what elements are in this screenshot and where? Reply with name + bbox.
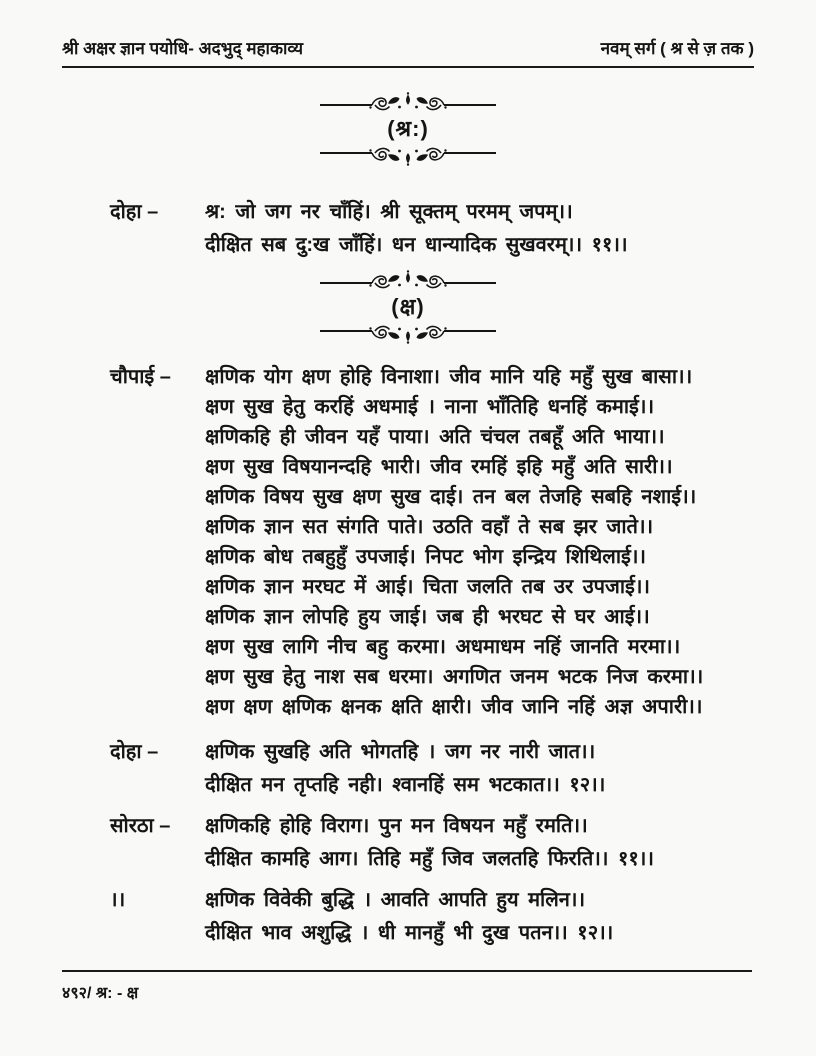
section-title-ksha: (क्ष) (391, 294, 425, 319)
page-header (62, 36, 754, 68)
flourish-divider-icon (320, 92, 496, 114)
verse-line: क्षण सुख विषयानन्दहि भारी। जीव रमहिं इहि महुँ अति सारी।। (205, 456, 673, 478)
verse-line: क्षण सुख हेतु नाश सब धरमा। अगणित जनम भटक निज करमा।। (205, 666, 704, 688)
flourish-divider-icon (320, 270, 496, 292)
sortha-lines (205, 810, 754, 876)
verse-line: क्षणिक सुखहि अति भोगतहि । जग नर नारी जात।। (205, 741, 596, 763)
verse-type-label: दोहा – (110, 741, 159, 763)
verse-line: दीक्षित कामहि आग। तिहि महुँ जिव जलतहि फिरति।। ११।। (205, 848, 654, 870)
doha-1-block (62, 196, 754, 262)
sortha-block (62, 810, 754, 876)
chaupai-block (62, 362, 754, 722)
closing-verse-block (62, 884, 754, 950)
verse-line: दीक्षित भाव अशुद्धि । धी मानहुँ भी दुख पतन।। १२।। (205, 922, 614, 944)
doha-1-lines (205, 196, 754, 262)
flourish-divider-icon (320, 144, 496, 166)
header-chapter-title: नवम् सर्ग ( श्र से ज़ तक ) (600, 39, 754, 58)
verse-line: क्षण सुख हेतु करहिं अधमाई । नाना भाँतिहि धनहिं कमाई।। (205, 396, 655, 418)
verse-line: क्षणिक विषय सुख क्षण सुख दाई। तन बल तेजहि सबहि नशाई।। (205, 486, 697, 508)
verse-line: क्षणिक विवेकी बुद्धि । आवति आपति हुय मलिन।। (205, 889, 586, 911)
verse-line: क्षणिकहि होहि विराग। पुन मन विषयन महुँ रमति।। (205, 815, 588, 837)
verse-line: क्षण सुख लागि नीच बहु करमा। अधमाधम नहिं जानति मरमा।। (205, 636, 681, 658)
header-book-title: श्री अक्षर ज्ञान पयोधि- अदभुद् महाकाव्य (62, 39, 304, 58)
verse-type-label: चौपाई – (110, 366, 171, 388)
verse-line: क्षणिक योग क्षण होहि विनाशा। जीव मानि यहि महुँ सुख बासा।। (205, 366, 693, 388)
verse-type-label: सोरठा – (110, 815, 171, 837)
verse-line: श्र: जो जग नर चाँहिं। श्री सूक्तम् परमम् जपम्।। (205, 201, 573, 223)
verse-type-label: दोहा – (110, 201, 159, 223)
chaupai-lines (205, 362, 754, 722)
flourish-divider-icon (320, 322, 496, 344)
verse-type-label: ।। (110, 889, 126, 911)
verse-line: क्षणिक बोध तबहुहुँ उपजाई। निपट भोग इन्द्रिय शिथिलाई।। (205, 546, 647, 568)
section-title-shra: (श्र:) (387, 116, 429, 141)
closing-verse-lines (205, 884, 754, 950)
verse-line: क्षणिक ज्ञान सत संगति पाते। उठति वहाँ ते सब झर जाते।। (205, 516, 654, 538)
page-content (62, 86, 754, 950)
page-number: ४९२/ श्र: - क्ष (62, 985, 139, 1002)
verse-line: दीक्षित मन तृप्तहि नही। श्वानहिं सम भटकात।। १२।। (205, 774, 606, 796)
verse-line: क्षणिक ज्ञान लोपहि हुय जाई। जब ही भरघट से घर आई।। (205, 606, 650, 628)
verse-line: क्षणिक ज्ञान मरघट में आई। चिता जलति तब उर उपजाई।। (205, 576, 651, 598)
doha-2-block (62, 736, 754, 802)
page-footer (62, 970, 752, 1003)
verse-line: क्षणिकहि ही जीवन यहँ पाया। अति चंचल तबहूँ अति भाया।। (205, 426, 665, 448)
verse-line: क्षण क्षण क्षणिक क्षनक क्षति क्षारी। जीव जानि नहिं अज्ञ अपारी।। (205, 696, 703, 718)
doha-2-lines (205, 736, 754, 802)
verse-line: दीक्षित सब दु:ख जाँहिं। धन धान्यादिक सुखवरम्।। ११।। (205, 234, 628, 256)
